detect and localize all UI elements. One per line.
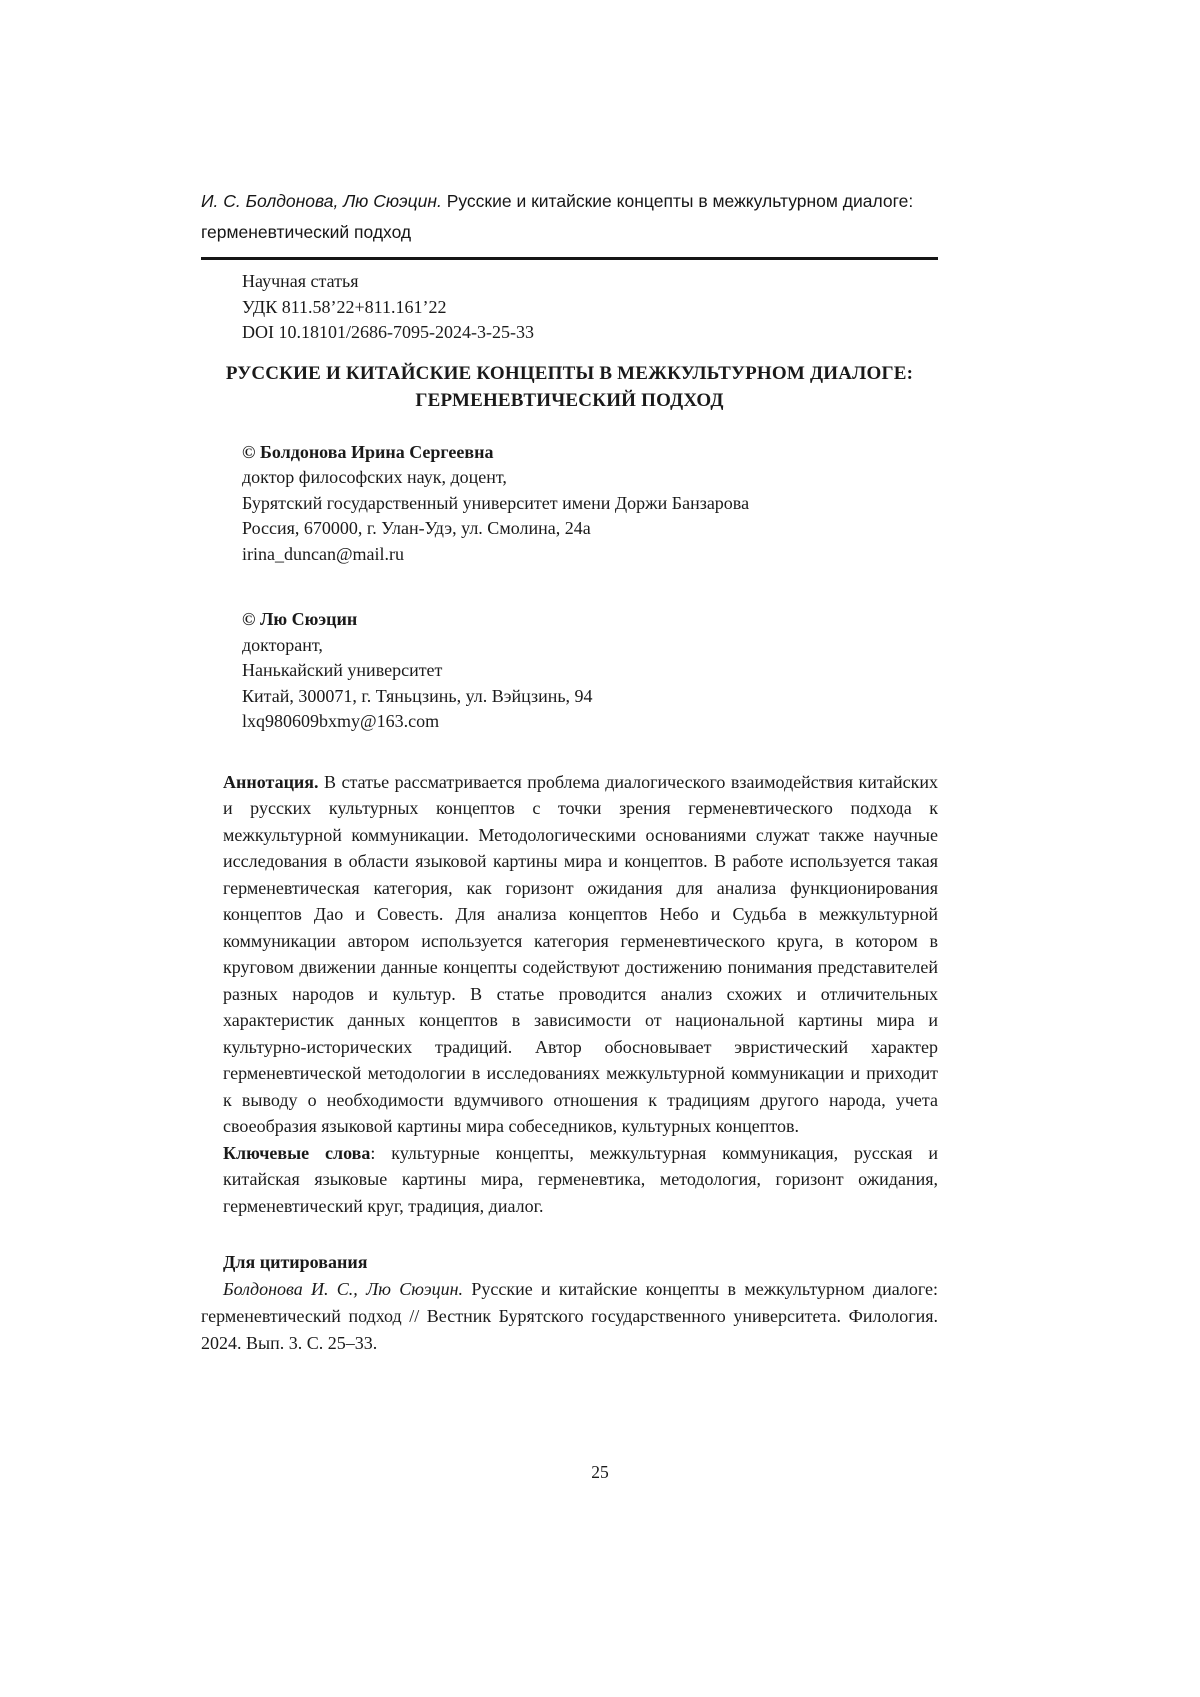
author-name: © Болдонова Ирина Сергеевна — [242, 441, 494, 462]
citation-heading: Для цитирования — [223, 1252, 368, 1272]
article-title-line2: ГЕРМЕНЕВТИЧЕСКИЙ ПОДХОД — [415, 389, 724, 411]
citation-authors: Болдонова И. С., Лю Сюэцин. — [223, 1279, 464, 1299]
citation-paragraph — [201, 1276, 938, 1357]
author-address: Россия, 670000, г. Улан-Удэ, ул. Смолина, 24а — [242, 518, 591, 538]
keywords-label: Ключевые слова — [223, 1142, 371, 1163]
abstract-text: В статье рассматривается проблема диалогического взаимодействия китайских и русских культурных концептов с точки зрения герменевтического подхода к межкультурной коммуникации. Методологическими основаниями служат также научные исследования в области языковой картины мира и концептов. В работе используется такая герменевтическая категория, как горизонт ожидания для анализа функционирования концептов Дао и Совесть. Для анализа концептов Небо и Судьба в межкультурной коммуникации автором используется категория герменевтического круга, в котором в круговом движении данные концепты содействуют достижению понимания представителей разных народов и культур. В статье проводится анализ схожих и отличительных характеристик данных концептов в зависимости от национальной картины мира и культурно-исторических традиций. Автор обосновывает эвристический характер герменевтической методологии в исследованиях межкультурной коммуникации и приходит к выводу о необходимости вдумчивого отношения к традициям другого народа, учета своеобразия языковой картины мира собеседников, культурных концептов. — [223, 771, 938, 1136]
keywords-paragraph — [223, 1140, 938, 1220]
keywords-text: : культурные концепты, межкультурная коммуникация, русская и китайская языковые картины мира, герменевтика, методология, горизонт ожидания, герменевтический круг, традиция, диалог. — [223, 1142, 938, 1216]
udc-number: УДК 811.58’22+811.161’22 — [242, 296, 447, 317]
header-rule — [201, 257, 938, 260]
author-affiliation: Бурятский государственный университет имени Доржи Банзарова — [242, 492, 750, 513]
article-type: Научная статья — [242, 271, 359, 291]
running-header — [201, 186, 938, 248]
running-header-authors: И. С. Болдонова, Лю Сюэцин. — [201, 191, 442, 211]
article-title — [201, 360, 938, 414]
abstract-paragraph — [223, 769, 938, 1140]
author-degree: докторант, — [242, 634, 323, 655]
abstract-label: Аннотация. — [223, 771, 319, 792]
citation-text: Русские и китайские концепты в межкультурном диалоге: герменевтический подход // Вестник Бурятского государственного университета. Филология. 2024. Вып. 3. С. 25–33. — [201, 1279, 938, 1353]
author-block-2 — [242, 607, 938, 735]
article-title-line1: РУССКИЕ И КИТАЙСКИЕ КОНЦЕПТЫ В МЕЖКУЛЬТУРНОМ ДИАЛОГЕ: — [225, 362, 914, 384]
author-address: Китай, 300071, г. Тяньцзинь, ул. Вэйцзинь, 94 — [242, 685, 593, 706]
page-number: 25 — [591, 1462, 609, 1482]
running-header-title-line1: Русские и китайские концепты в межкультурном диалоге: — [441, 191, 914, 211]
page-content — [201, 0, 938, 1357]
doi-number: DOI 10.18101/2686-7095-2024-3-25-33 — [242, 322, 534, 342]
author-email: irina_duncan@mail.ru — [242, 543, 405, 564]
running-header-title-line2: герменевтический подход — [201, 222, 412, 242]
author-affiliation: Нанькайский университет — [242, 660, 443, 680]
author-degree: доктор философских наук, доцент, — [242, 467, 507, 487]
author-name: © Лю Сюэцин — [242, 609, 358, 629]
article-meta — [242, 269, 938, 346]
author-block-1 — [242, 440, 938, 568]
author-email: lxq980609bxmy@163.com — [242, 711, 440, 731]
